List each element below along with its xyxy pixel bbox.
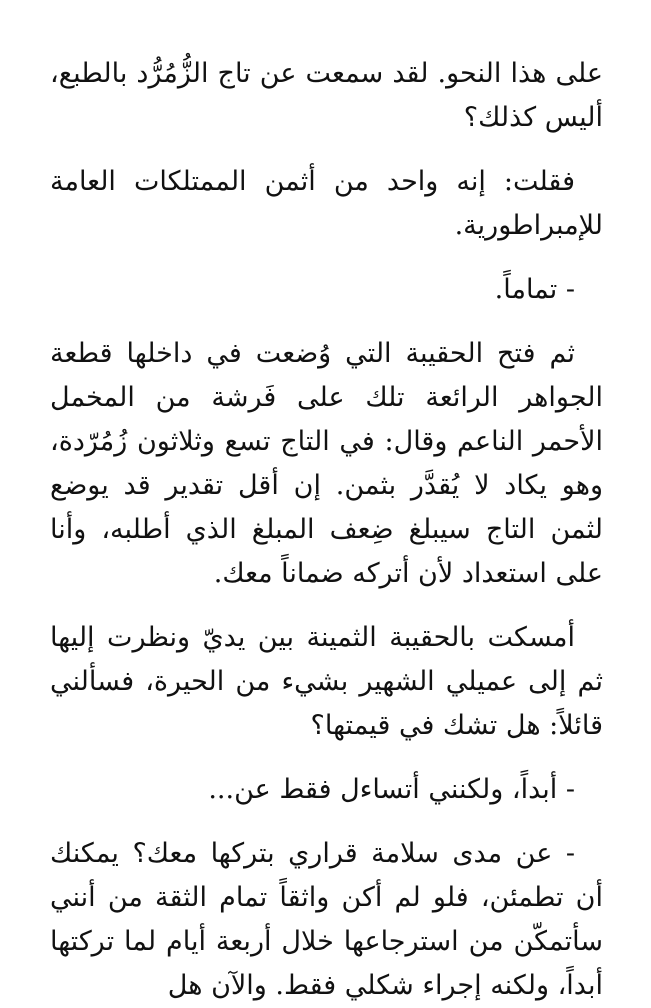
paragraph-1: على هذا النحو. لقد سمعت عن تاج الزُّمُرُّد بالطبع، أليس كذلك؟ (50, 58, 603, 133)
paragraph-6: - أبداً، ولكنني أتساءل فقط عن... (208, 774, 575, 805)
paragraph-3: - تماماً. (494, 274, 575, 305)
paragraph-7: - عن مدى سلامة قراري بتركها معك؟ يمكنك أن تطمئن، فلو لم أكن واثقاً تمام الثقة من أنني سأتمكّن من استرجاعها خلال أربعة أيام لما تركتها أبداً، ولكنه إجراء شكلي فقط. والآن هل (50, 838, 603, 1001)
paragraph-5: أمسكت بالحقيبة الثمينة بين يديّ ونظرت إليها ثم إلى عميلي الشهير بشيء من الحيرة، فسألني قائلاً: هل تشك في قيمتها؟ (50, 622, 603, 741)
paragraph-2: فقلت: إنه واحد من أثمن الممتلكات العامة للإمبراطورية. (50, 166, 603, 241)
paragraph-4: ثم فتح الحقيبة التي وُضعت في داخلها قطعة الجواهر الرائعة تلك على فَرشة من المخمل الأحمر الناعم وقال: في التاج تسع وثلاثون زُمُرّدة، وهو يكاد لا يُقدَّر بثمن. إن أقل تقدير قد يوضع لثمن التاج سيبلغ ضِعف المبلغ الذي أطلبه، وأنا على استعداد لأن أتركه ضماناً معك. (50, 338, 603, 589)
